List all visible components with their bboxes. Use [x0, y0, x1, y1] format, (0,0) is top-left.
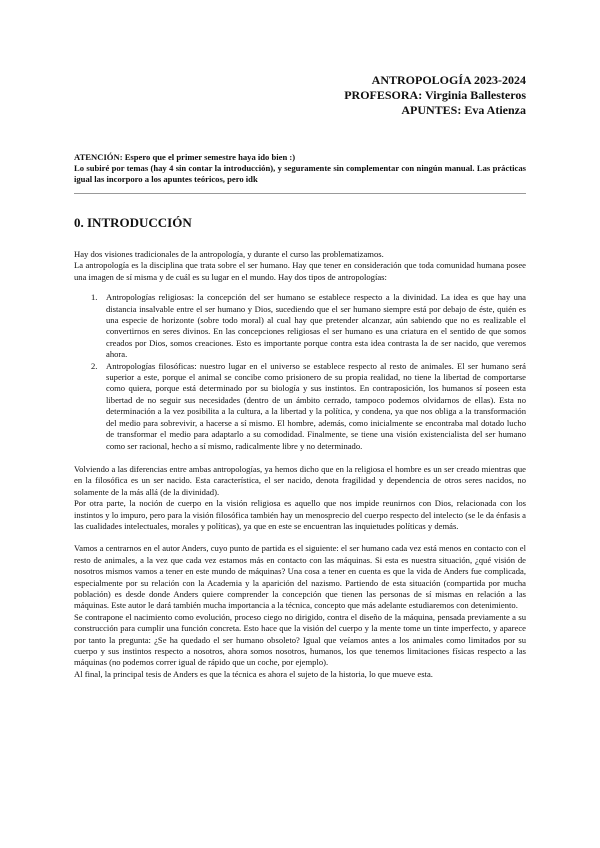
attention-label: ATENCIÓN: [74, 152, 120, 162]
paragraph-differences: Volviendo a las diferencias entre ambas antropologías, ya hemos dicho que en la religiosa el hombre es un ser creado mientras que en la filosófica es un ser nacido. Esta característica, el ser nacido, denota fragilidad y dependencia de otros seres nacidos, no solamente de la más allá (de la divinidad).: [74, 463, 526, 497]
course-title: ANTROPOLOGÍA 2023-2024: [371, 73, 526, 87]
list-item-number: 1.: [91, 292, 98, 303]
paragraph-anders-thesis: Al final, la principal tesis de Anders es que la técnica es ahora el sujeto de la historia, lo que mueve esta.: [74, 668, 433, 679]
intro-paragraph-2: La antropología es la disciplina que trata sobre el ser humano. Hay que tener en consideración que toda comunidad humana posee una imagen de sí misma y de cuál es su lugar en el mundo. Hay dos tipos de antropologías:: [74, 260, 526, 282]
document-page: [74, 0, 526, 680]
attention-notice: [74, 152, 526, 185]
paragraph-body-notion: Por otra parte, la noción de cuerpo en la visión religiosa es aquello que nos impide reunirnos con Dios, relacionada con los instintos y lo impuro, pero para la visión filosófica también hay un menosprecio del cuerpo respecto del intelecto (se le da énfasis a las cualidades intelectuales, morales y políticas), ya que en este se encuentran las inquietudes políticas y demás.: [74, 498, 526, 531]
paragraph-anders: Vamos a centrarnos en el autor Anders, cuyo punto de partida es el siguiente: el ser humano cada vez está menos en contacto con el resto de animales, a la vez que cada vez estamos más en contacto con las máquinas. Si esta es nuestra situación, ¿qué visión de nosotros mismos vamos a tener en este mundo de máquinas? Una cosa a tener en cuenta es que la vida de Anders fue complicada, especialmente por su relación con la Academia y la aparición del nazismo. Partiendo de esta situación (compartida por mucha población) es desde donde Anders quiere comprender la concepción que tienen las personas de sí mismas en relación a las máquinas. Este autor le dará también mucha importancia a la técnica, concepto que más adelante estudiaremos con detenimiento.: [74, 543, 526, 611]
list-item: [74, 361, 526, 452]
paragraph-birth-vs-design: Se contrapone el nacimiento como evolución, proceso ciego no dirigido, contra el diseño de la máquina, pensada previamente a su construcción para cumplir una función concreta. Esto hace que la visión del cuerpo y la mente tome un tinte imperfecto, y aparece por tanto la pregunta: ¿Se ha quedado el ser humano obsoleto? Igual que veíamos antes a los animales como limitados por su cuerpo y sus instintos respecto a nosotros, ahora somos nosotros, humanos, los que tenemos limitaciones físicas respecto a las máquinas (no podemos correr igual de rápido que un coche, por ejemplo).: [74, 611, 526, 668]
list-item: [74, 292, 526, 360]
anthropology-types-list: [74, 292, 526, 452]
intro-paragraph-1: Hay dos visiones tradicionales de la antropología, y durante el curso las problematizamos.: [74, 249, 384, 259]
attention-text-2: Lo subiré por temas (hay 4 sin contar la introducción), y seguramente sin complementar con ningún manual. Las prácticas igual las incorporo a los apuntes teóricos, pero idk: [74, 163, 526, 184]
list-item-number: 2.: [91, 360, 98, 371]
section-title: 0. INTRODUCCIÓN: [74, 215, 192, 230]
professor-line: PROFESORA: Virginia Ballesteros: [344, 88, 526, 102]
horizontal-divider: [74, 193, 526, 194]
notes-author-line: APUNTES: Eva Atienza: [401, 103, 526, 117]
list-item-text: Antropologías filosóficas: nuestro lugar en el universo se establece respecto al resto de animales. El ser humano será superior a este, porque el animal se concibe como prisionero de su propia realidad, no tiene la libertad de comportarse como quiera, porque está determinado por su biología y sus instintos. En contraposición, los humanos sí poseen esta libertad de no seguir sus necesidades (dentro de un ámbito cerrado, tampoco podemos olvidarnos de ellas). Esta no determinación a la vez posibilita a la cultura, a la libertad y la política, y condena, ya que nos obliga a la transformación del medio para sobrevivir, a hacerse a sí mismo. El hombre, además, como inicialmente se encontraba mal dotado lucho de transformar el medio para adaptarlo a su comodidad. Finalmente, se tiene una visión existencialista del ser humano como ser racional, hecho a sí mismo, radicalmente libre y no determinado.: [106, 360, 526, 451]
attention-line-1: [74, 152, 526, 163]
list-item-text: Antropologías religiosas: la concepción del ser humano se establece respecto a la divinidad. La idea es que hay una distancia insalvable entre el ser humano y Dios, sucediendo que el ser humano siempre está por debajo de éste, quién es una especie de horizonte (sobre todo moral) al cual hay que pretender alcanzar, aún sabiendo que no es realizable el convertirnos en seres divinos. En las concepciones religiosas el ser humano es una criatura en el sentido de que somos creados por Dios, somos creaciones. Esto es importante porque contra esta idea contrasta la de ser nacido, que veremos ahora.: [106, 292, 526, 360]
attention-text-1: : Espero que el primer semestre haya ido bien :): [119, 152, 296, 162]
